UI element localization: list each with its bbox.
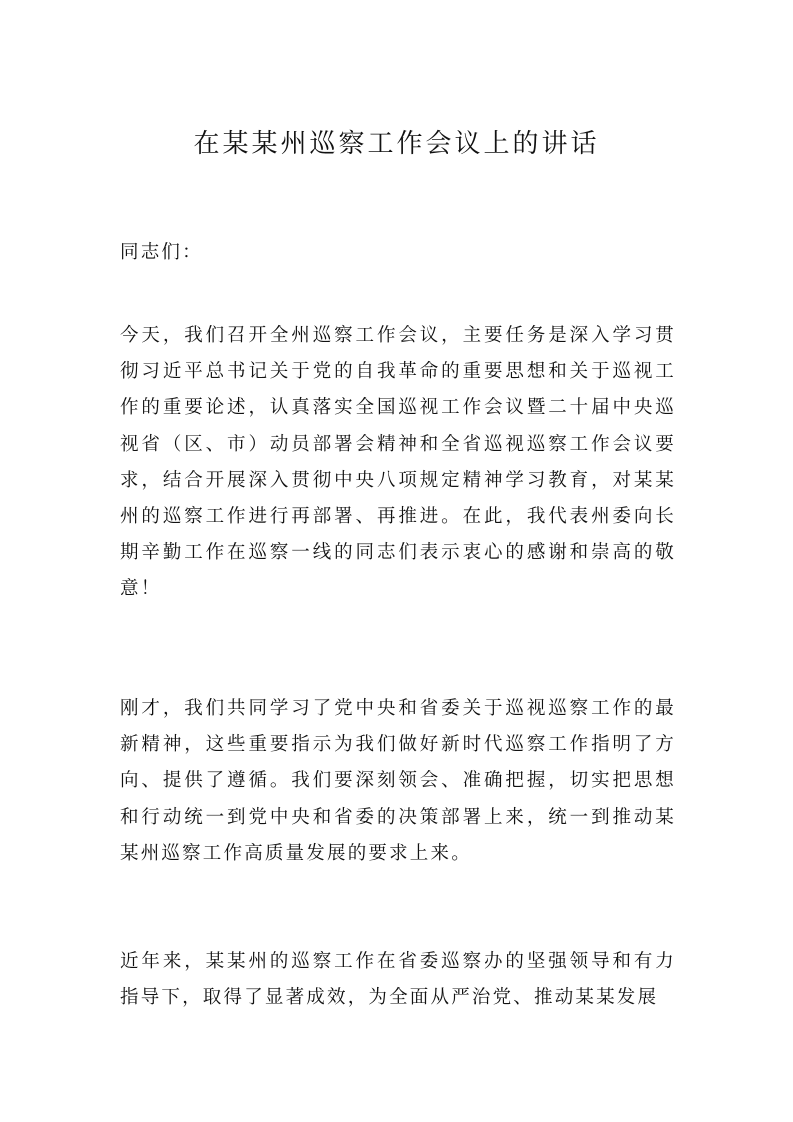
- salutation: 同志们：: [120, 242, 203, 263]
- document-title: 在某某州巡察工作会议上的讲话: [193, 129, 600, 159]
- paragraph-2: 刚才，我们共同学习了党中央和省委关于巡视巡察工作的最新精神，这些重要指示为我们做好新时代巡察工作指明了方向、提供了遵循。我们要深刻领会、准确把握，切实把思想和行动统一到党中央和省委的决策部署上来，统一到推动某某州巡察工作高质量发展的要求上来。: [120, 698, 676, 864]
- paragraph-3: 近年来，某某州的巡察工作在省委巡察办的坚强领导和有力指导下，取得了显著成效，为全面从严治党、推动某某发展: [120, 951, 676, 1009]
- paragraph-1: 今天，我们召开全州巡察工作会议，主要任务是深入学习贯彻习近平总书记关于党的自我革命的重要思想和关于巡视工作的重要论述，认真落实全国巡视工作会议暨二十届中央巡视省（区、市）动员部署会精神和全省巡视巡察工作会议要求，结合开展深入贯彻中央八项规定精神学习教育，对某某州的巡察工作进行再部署、再推进。在此，我代表州委向长期辛勤工作在巡察一线的同志们表示衷心的感谢和崇高的敬意！: [120, 325, 676, 600]
